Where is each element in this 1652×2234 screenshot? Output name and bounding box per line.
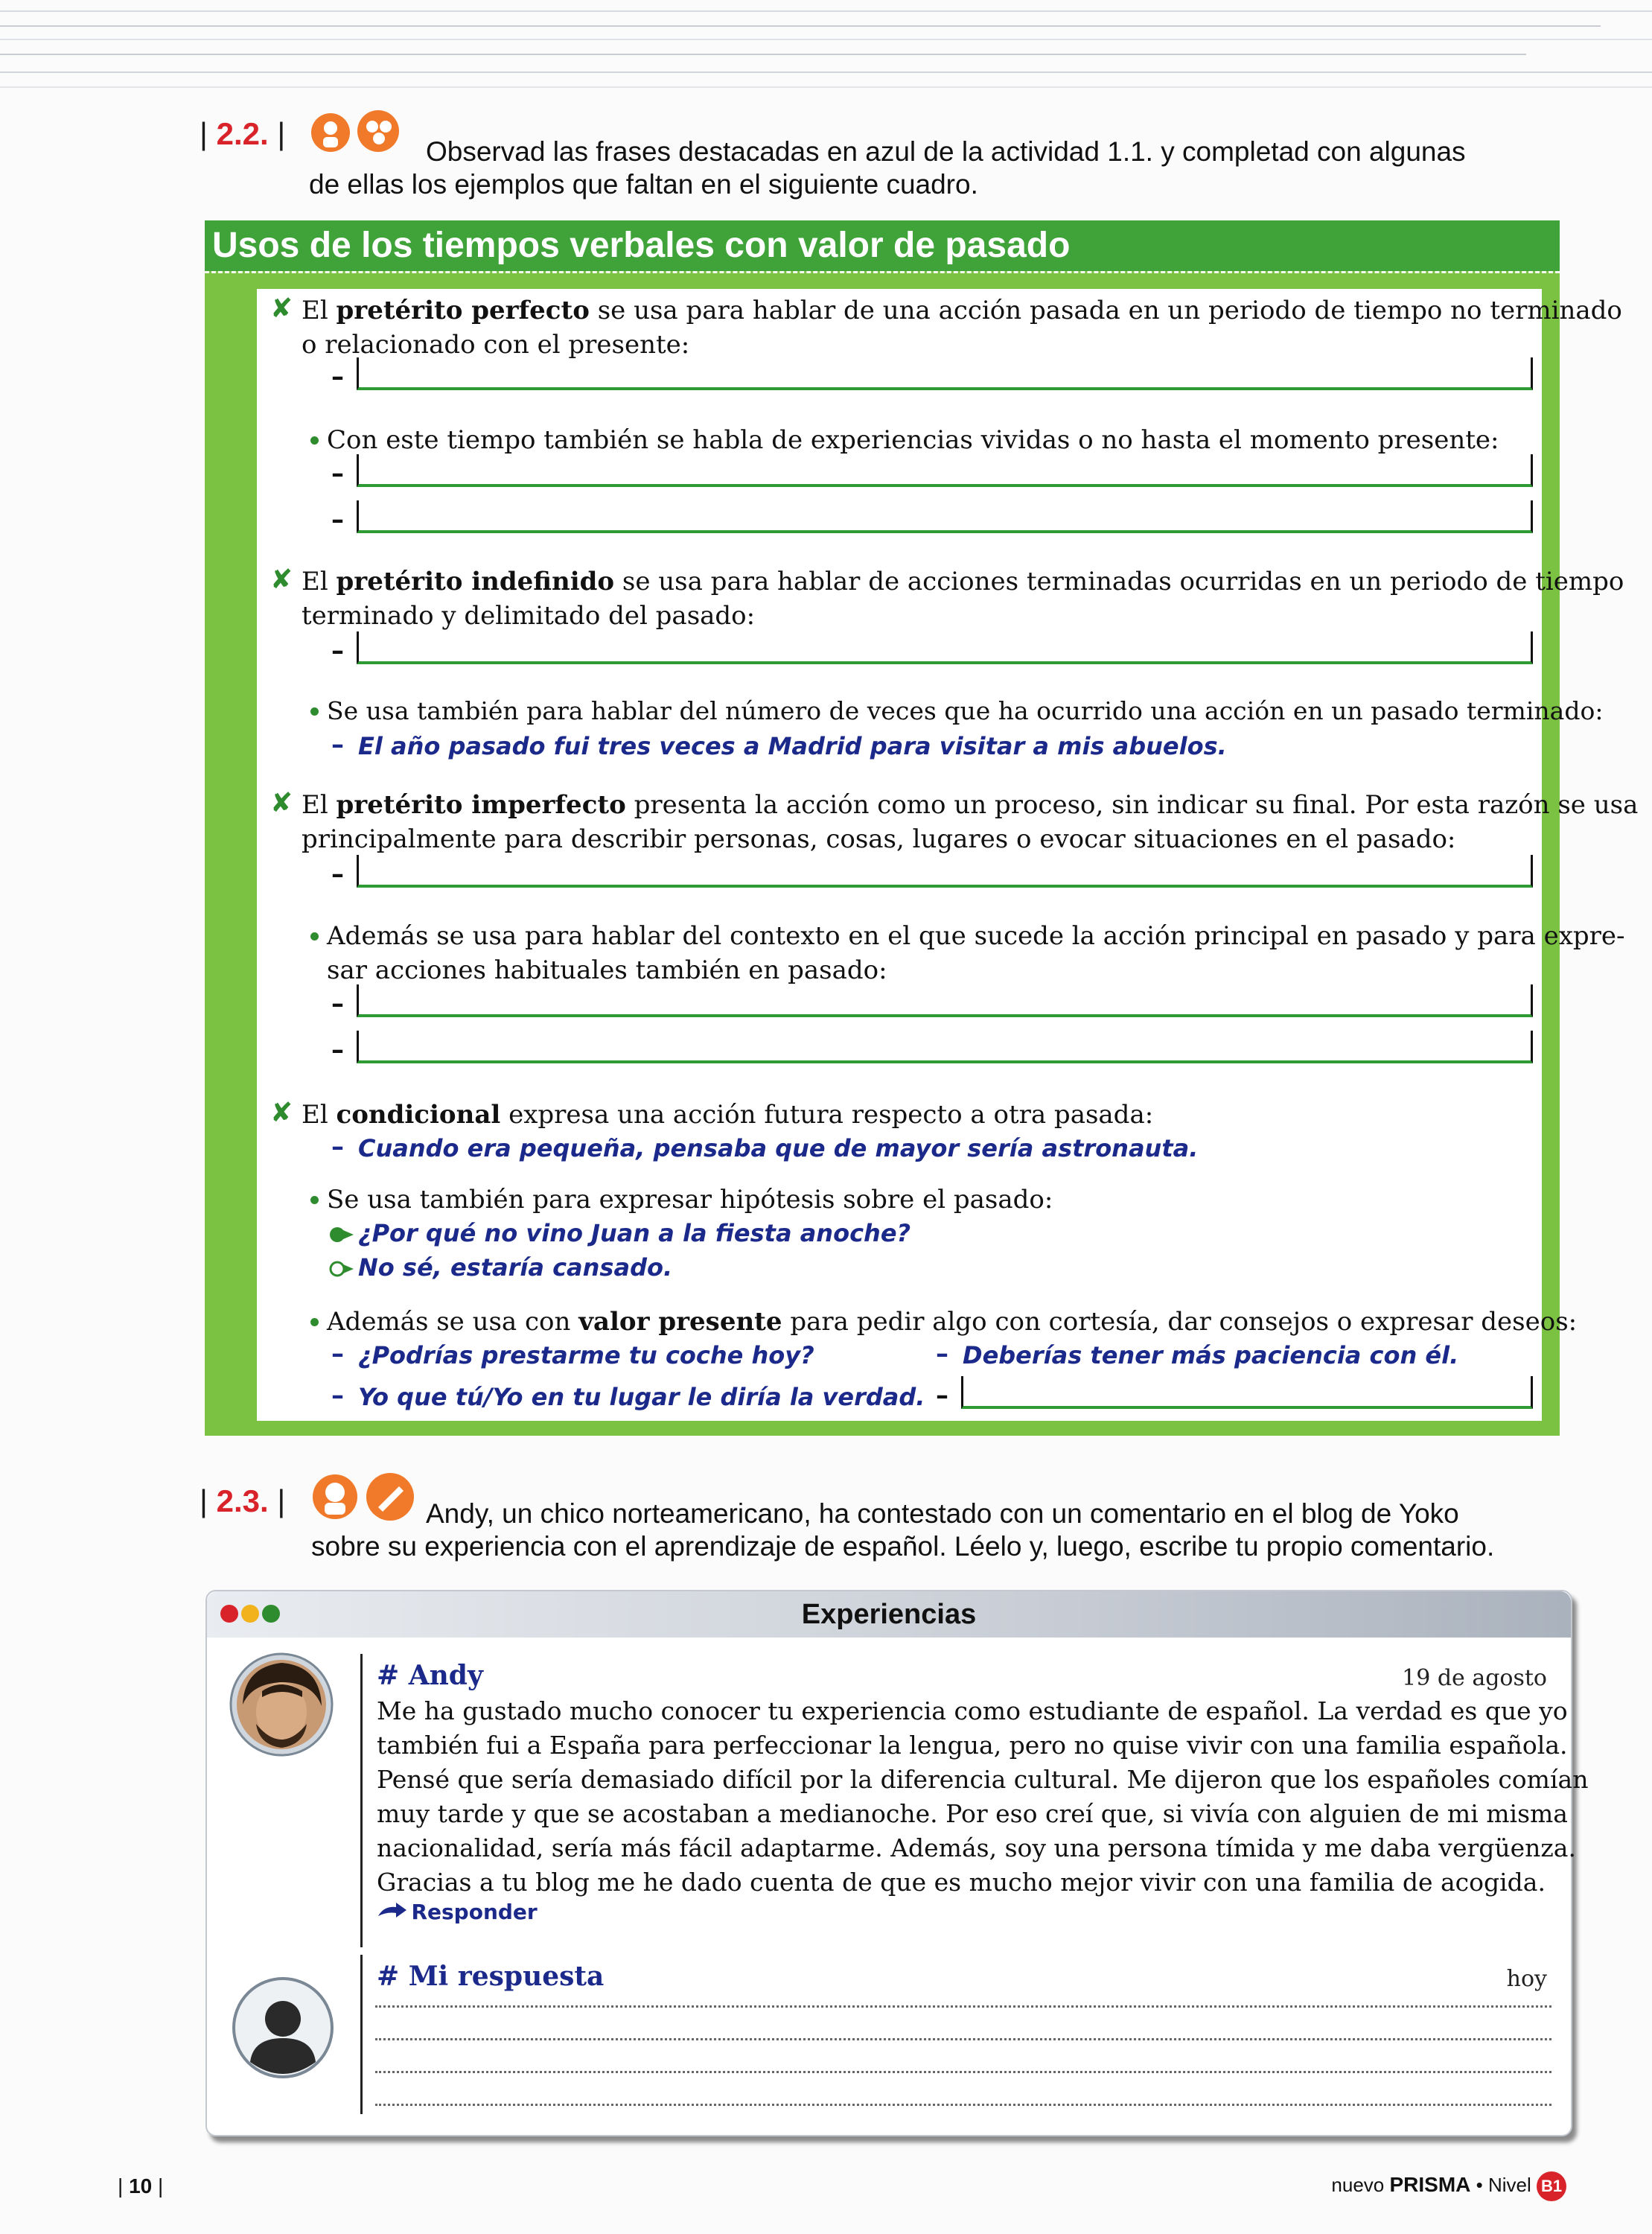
title-divider xyxy=(205,271,1560,273)
example-cortesia: ¿Podrías prestarme tu coche hoy? xyxy=(358,1341,814,1369)
sub-bullet-icon xyxy=(310,1318,319,1326)
reply-arrow-icon xyxy=(377,1901,408,1923)
grammar-title-bar xyxy=(205,220,1560,271)
rule-indefinido-line2: terminado y delimitado del pasado: xyxy=(302,601,756,631)
dash-marker: – xyxy=(331,1132,344,1162)
dash-marker: – xyxy=(331,859,344,889)
andy-text-line-4: muy tarde y que se acostaban a medianoche. Por eso creí que, si vivía con alguien de mi misma xyxy=(377,1799,1568,1828)
blog-window-title: Experiencias xyxy=(801,1599,977,1630)
instruction-2-3-line2: sobre su experiencia con el aprendizaje de español. Léelo y, luego, escribe tu propio comentario. xyxy=(311,1531,1495,1562)
rule-imperfecto: El pretérito imperfecto presenta la acción como un proceso, sin indicar su final. Por esta razón se usa xyxy=(302,790,1639,820)
sub-bullet-icon xyxy=(310,932,319,941)
brand-footer xyxy=(1331,2171,1566,2201)
sub-bullet-icon xyxy=(310,1196,319,1204)
rule-indefinido-sub: Se usa también para hablar del número de veces que ha ocurrido una acción en un pasado terminado: xyxy=(327,696,1604,725)
rule-indefinido: El pretérito indefinido se usa para hablar de acciones terminadas ocurridas en un periodo de tiempo xyxy=(302,567,1624,596)
answer-field-perfecto-1[interactable] xyxy=(357,357,1533,390)
activity-number-2-2: | 2.2. | xyxy=(200,116,286,151)
answer-field-perfecto-2[interactable] xyxy=(357,454,1533,487)
speaker-a-icon xyxy=(328,1224,355,1245)
andy-text-line-5: nacionalidad, sería más fácil adaptarme. Además, soy una persona tímida y me daba vergüenza. xyxy=(377,1833,1576,1862)
reply-label: Responder xyxy=(411,1900,538,1924)
rule-imperfecto-sub-line1: Además se usa para hablar del contexto en el que sucede la acción principal en pasado y para expre- xyxy=(327,921,1625,951)
rule-imperfecto-line2: principalmente para describir personas, cosas, lugares o evocar situaciones en el pasado: xyxy=(302,824,1456,854)
dash-marker: – xyxy=(936,1339,948,1369)
dialog-line-2: No sé, estaría cansado. xyxy=(358,1253,673,1282)
sub-bullet-icon xyxy=(310,436,319,445)
andy-text-line-6: Gracias a tu blog me he dado cuenta de que es mucho mejor vivir con una familia de acogida. xyxy=(377,1868,1546,1897)
grammar-box xyxy=(205,220,1639,1436)
dash-marker: – xyxy=(331,362,344,392)
dash-marker: – xyxy=(331,1381,344,1410)
brand-name: PRISMA xyxy=(1389,2172,1471,2196)
thread-line-andy xyxy=(360,1654,363,1947)
andy-avatar xyxy=(229,1652,334,1757)
reply-author: # Mi respuesta xyxy=(377,1961,605,1992)
read-write-icon xyxy=(307,1468,426,1528)
rule-condicional-sub1: Se usa también para expresar hipótesis sobre el pasado: xyxy=(327,1185,1053,1215)
brand-level-label: • Nivel xyxy=(1476,2173,1531,2196)
dash-marker: – xyxy=(936,1381,948,1410)
instruction-2-2-line2: de ellas los ejemplos que faltan en el siguiente cuadro. xyxy=(309,169,978,200)
dash-marker: – xyxy=(331,505,344,535)
answer-field-imperfecto-3[interactable] xyxy=(357,1031,1533,1063)
speaker-b-icon xyxy=(328,1258,355,1279)
cross-bullet-icon: ✘ xyxy=(270,293,293,324)
example-condicional: Cuando era pequeña, pensaba que de mayor sería astronauta. xyxy=(358,1134,1199,1162)
grammar-title: Usos de los tiempos verbales con valor de pasado xyxy=(212,226,1071,265)
dash-marker: – xyxy=(331,636,344,666)
andy-text-line-1: Me ha gustado mucho conocer tu experiencia como estudiante de español. La verdad es que yo xyxy=(377,1696,1568,1725)
blog-window xyxy=(205,1590,1589,2136)
pair-work-icon xyxy=(307,106,418,162)
answer-field-imperfecto-2[interactable] xyxy=(357,984,1533,1017)
rule-perfecto: El pretérito perfecto se usa para hablar de una acción pasada en un periodo de tiempo no terminado xyxy=(302,296,1622,325)
sub-bullet-icon xyxy=(310,707,319,716)
reply-date: hoy xyxy=(1506,1966,1547,1992)
andy-text-line-3: Pensé que sería demasiado difícil por la diferencia cultural. Me dijeron que los españoles comían xyxy=(377,1765,1589,1794)
rule-condicional-sub2: Además se usa con valor presente para pedir algo con cortesía, dar consejos o expresar deseos: xyxy=(327,1307,1578,1337)
andy-text-line-2: también fui a España para perfeccionar la lengua, pero no quise vivir con una familia española. xyxy=(377,1731,1568,1760)
thread-line-reply xyxy=(360,1955,363,2114)
answer-field-imperfecto-1[interactable] xyxy=(357,855,1533,888)
example-consejo-2: Yo que tú/Yo en tu lugar le diría la verdad. xyxy=(358,1383,925,1411)
rule-condicional: El condicional expresa una acción futura respecto a otra pasada: xyxy=(302,1100,1154,1130)
example-indefinido: El año pasado fui tres veces a Madrid para visitar a mis abuelos. xyxy=(358,732,1227,760)
cross-bullet-icon: ✘ xyxy=(270,788,293,818)
dash-marker: – xyxy=(331,1339,344,1369)
level-badge: B1 xyxy=(1537,2171,1566,2201)
dash-marker: – xyxy=(331,989,344,1019)
page-number: | 10 | xyxy=(118,2174,164,2198)
andy-author: # Andy xyxy=(377,1660,483,1691)
answer-field-indefinido-1[interactable] xyxy=(357,631,1533,664)
dialog-line-1: ¿Por qué no vino Juan a la fiesta anoche? xyxy=(358,1219,911,1247)
cross-bullet-icon: ✘ xyxy=(270,564,293,595)
dash-marker: – xyxy=(331,730,344,760)
answer-field-perfecto-3[interactable] xyxy=(357,500,1533,533)
instruction-2-3-line1: Andy, un chico norteamericano, ha contestado con un comentario en el blog de Yoko xyxy=(426,1498,1459,1529)
user-avatar-placeholder xyxy=(231,1976,335,2080)
answer-field-condicional[interactable] xyxy=(961,1376,1533,1409)
grammar-content xyxy=(257,289,1639,1421)
cross-bullet-icon: ✘ xyxy=(270,1098,293,1128)
rule-perfecto-line2: o relacionado con el presente: xyxy=(302,330,690,360)
rule-perfecto-sub: Con este tiempo también se habla de experiencias vividas o no hasta el momento presente: xyxy=(327,425,1499,455)
instruction-2-2-line1: Observad las frases destacadas en azul de la actividad 1.1. y completad con algunas xyxy=(426,136,1466,167)
brand-prefix: nuevo xyxy=(1331,2173,1385,2196)
dash-marker: – xyxy=(331,459,344,489)
example-consejo: Deberías tener más paciencia con él. xyxy=(963,1341,1459,1369)
dash-marker: – xyxy=(331,1035,344,1065)
activity-number-2-3: | 2.3. | xyxy=(200,1483,286,1518)
rule-imperfecto-sub-line2: sar acciones habituales también en pasado: xyxy=(327,955,887,985)
andy-date: 19 de agosto xyxy=(1402,1665,1547,1691)
reply-input[interactable] xyxy=(375,1999,1551,2111)
reply-link[interactable] xyxy=(377,1900,538,1924)
